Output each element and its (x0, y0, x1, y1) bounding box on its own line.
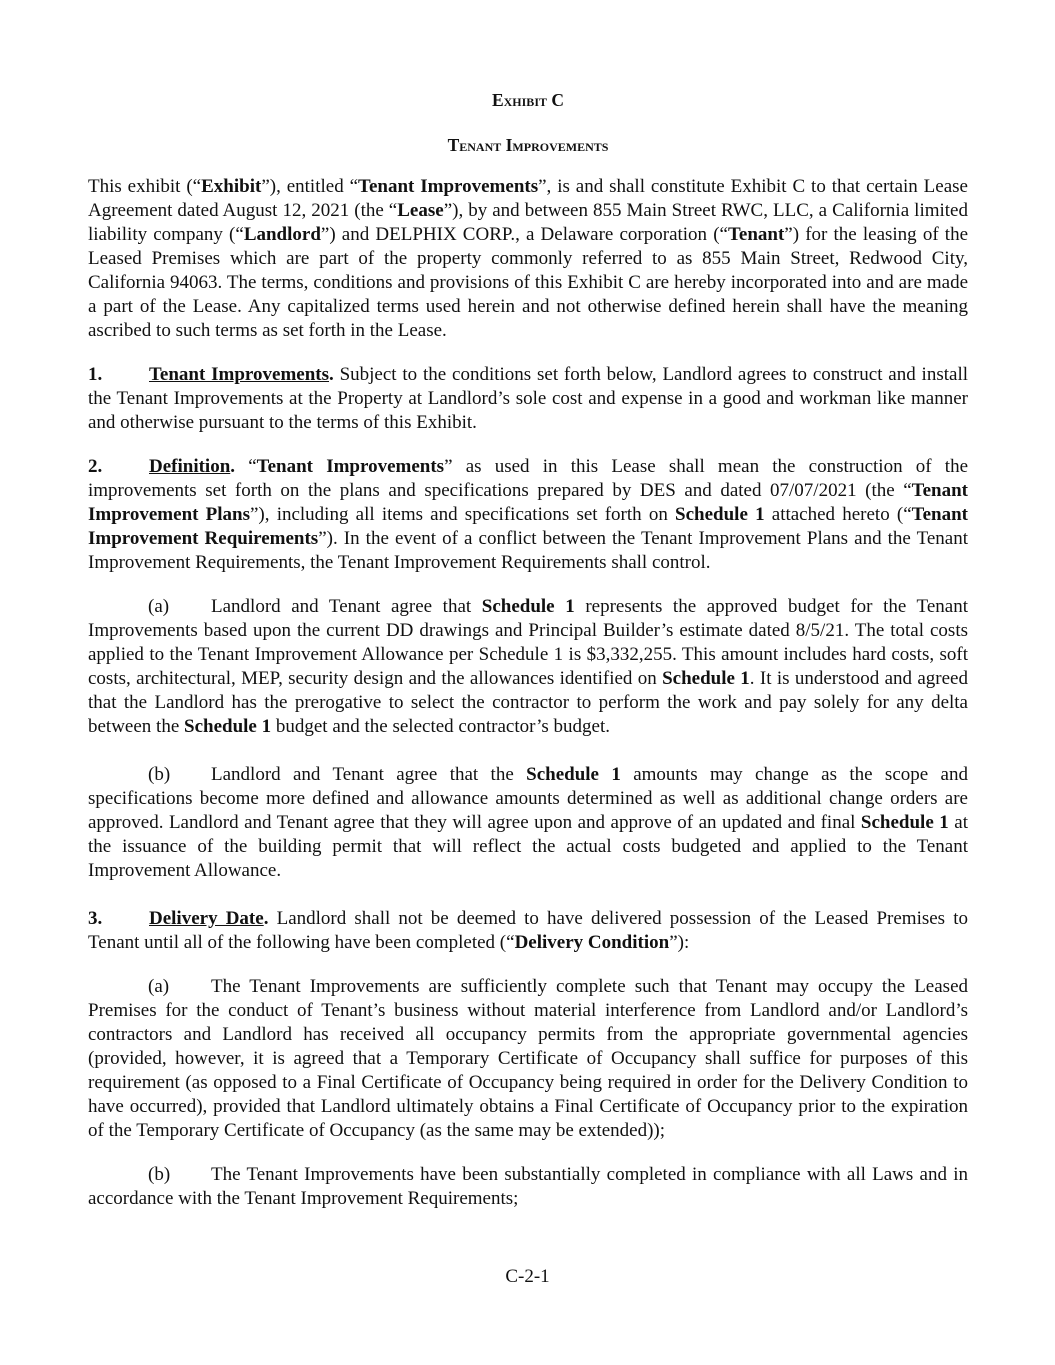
document-page (88, 88, 968, 1211)
subsection-label: (a) (148, 596, 170, 617)
exhibit-title: Exhibit C (491, 90, 565, 110)
subsection-label: (b) (148, 764, 171, 785)
section-heading: Delivery Date (149, 908, 264, 929)
section-3-paragraph: 3. Delivery Date. Landlord shall not be deemed to have delivered possession of the Leased Premises to Tenant until all of the following have been completed (“Delivery Condition”): (88, 908, 968, 953)
section-2a-paragraph: (a) Landlord and Tenant agree that Schedule 1 represents the approved budget for the Tenant Improvements based upon the current DD drawings and Principal Builder’s estimate dated 8/5/21. The total costs applied to the Tenant Improvement Allowance per Schedule 1 is $3,332,255. This amount includes hard costs, soft costs, architectural, MEP, security design and the allowances identified on Schedule 1. It is understood and agreed that the Landlord has the prerogative to select the contractor to perform the work and pay solely for any delta between the Schedule 1 budget and the selected contractor’s budget. (88, 596, 968, 737)
intro-paragraph: This exhibit (“Exhibit”), entitled “Tenant Improvements”, is and shall constitute Exhibit C to that certain Lease Agreement dated August 12, 2021 (the “Lease”), by and between 855 Main Street RWC, LLC, a California limited liability company (“Landlord”) and DELPHIX CORP., a Delaware corporation (“Tenant”) for the leasing of the Leased Premises which are part of the property commonly referred to as 855 Main Street, Redwood City, California 94063. The terms, conditions and provisions of this Exhibit C are hereby incorporated into and are made a part of the Lease. Any capitalized terms used herein and not otherwise defined herein shall have the meaning ascribed to such terms as set forth in the Lease. (88, 176, 969, 341)
exhibit-subtitle: Tenant Improvements (447, 135, 609, 155)
section-1-paragraph: 1. Tenant Improvements. Subject to the conditions set forth below, Landlord agrees to construct and install the Tenant Improvements at the Property at Landlord’s sole cost and expense in a good and workman like manner and otherwise pursuant to the terms of this Exhibit. (88, 364, 968, 433)
section-3a-paragraph: (a) The Tenant Improvements are sufficiently complete such that Tenant may occupy the Leased Premises for the conduct of Tenant’s business without material interference from Landlord and/or Landlord’s contractors and Landlord has received all occupancy permits from the appropriate governmental agencies (provided, however, it is agreed that a Temporary Certificate of Occupancy shall suffice for purposes of this requirement (as opposed to a Final Certificate of Occupancy being required in order for the Delivery Condition to have occurred), provided that Landlord ultimately obtains a Final Certificate of Occupancy prior to the expiration of the Temporary Certificate of Occupancy (as the same may be extended)); (88, 976, 968, 1141)
subsection-label: (b) (148, 1164, 171, 1185)
section-heading: Definition (149, 456, 231, 477)
page-number: C-2-1 (505, 1266, 550, 1287)
section-number: 3. (88, 908, 103, 929)
section-2b-paragraph: (b) Landlord and Tenant agree that the Schedule 1 amounts may change as the scope and specifications become more defined and allowance amounts determined as well as additional change orders are approved. Landlord and Tenant agree that they will agree upon and approve of an updated and final Schedule 1 at the issuance of the building permit that will reflect the actual costs budgeted and applied to the Tenant Improvement Allowance. (88, 764, 968, 881)
section-number: 2. (88, 456, 103, 477)
section-number: 1. (88, 364, 103, 385)
section-3b-paragraph: (b) The Tenant Improvements have been substantially completed in compliance with all Laws and in accordance with the Tenant Improvement Requirements; (88, 1164, 968, 1209)
section-2-paragraph: 2. Definition. “Tenant Improvements” as used in this Lease shall mean the construction of the improvements set forth on the plans and specifications prepared by DES and dated 07/07/2021 (the “Tenant Improvement Plans”), including all items and specifications set forth on Schedule 1 attached hereto (“Tenant Improvement Requirements”). In the event of a conflict between the Tenant Improvement Plans and the Tenant Improvement Requirements, the Tenant Improvement Requirements shall control. (88, 456, 969, 573)
subsection-label: (a) (148, 976, 170, 997)
section-heading: Tenant Improvements (149, 364, 330, 385)
